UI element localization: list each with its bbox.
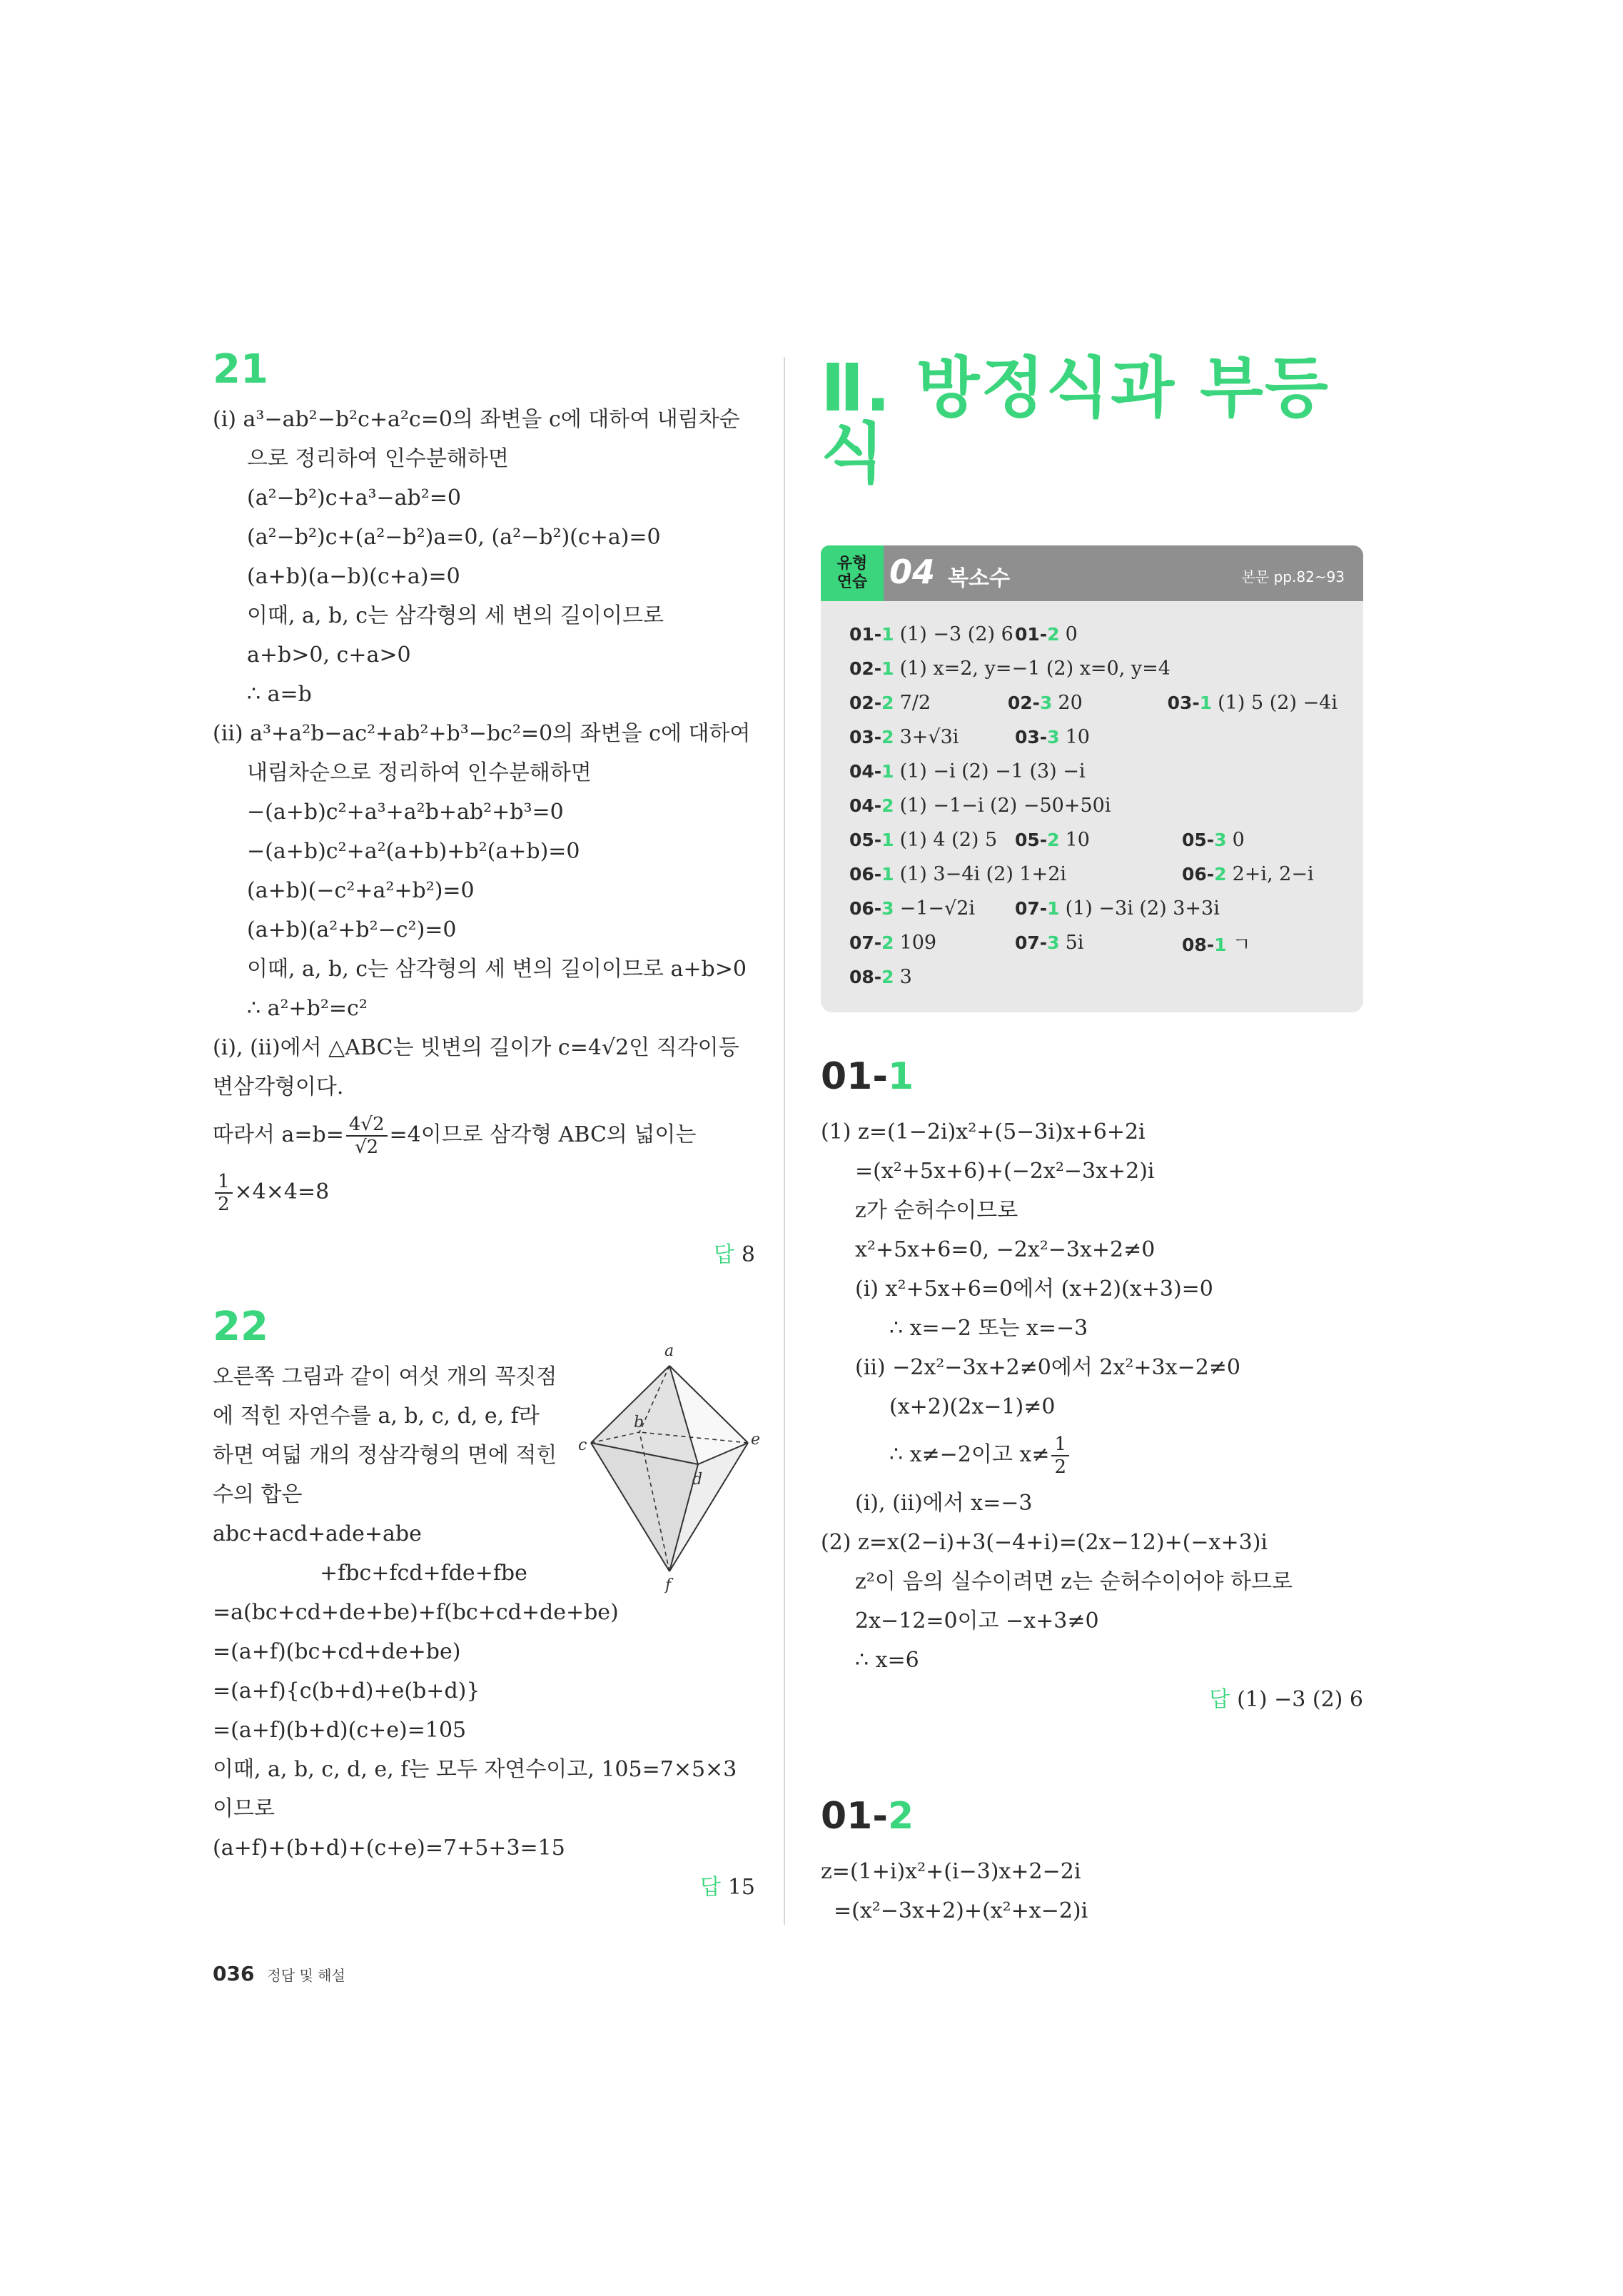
answer-label-sub: 1	[881, 623, 894, 645]
answer-value: (1) −3i (2) 3+3i	[1065, 897, 1220, 920]
s0101-line-3: z가 순허수이므로	[855, 1198, 1018, 1223]
p21-line-4: (a²−b²)c+(a²−b²)a=0, (a²−b²)(c+a)=0	[247, 525, 661, 550]
answer-row	[849, 720, 1338, 754]
answer-cell	[1015, 623, 1182, 645]
s0101-line-7: (ⅱ) −2x²−3x+2≠0에서 2x²+3x−2≠0	[855, 1355, 1241, 1380]
answer-row	[849, 925, 1338, 960]
answer-value: (1) −3 (2) 6	[899, 623, 1013, 645]
answer-label-sub: 2	[881, 795, 894, 816]
s0101-frac-den: 2	[1054, 1456, 1067, 1478]
badge-top-text: 유형	[836, 555, 868, 573]
vertex-label-d: d	[692, 1471, 703, 1489]
answer-label-main: 03-	[849, 726, 882, 747]
answer-cell	[849, 794, 1111, 817]
s0101-line-1: (1) z=(1−2i)x²+(5−3i)x+6+2i	[821, 1119, 1146, 1144]
p21-area-num: 4√2	[346, 1115, 388, 1137]
quick-answers-box	[821, 601, 1363, 1012]
answer-value: (1) 5 (2) −4i	[1218, 691, 1338, 714]
answer-label-main: 05-	[1182, 829, 1215, 850]
answer-label	[1008, 693, 1053, 713]
p21-line-3: (a²−b²)c+a³−ab²=0	[247, 485, 462, 510]
answer-label-main: 02-	[849, 692, 882, 713]
answer-label	[1182, 935, 1227, 955]
answer-label-sub: 1	[1047, 897, 1060, 919]
answer-label	[849, 693, 894, 713]
answer-cell	[1015, 726, 1182, 748]
answer-label-main: 05-	[849, 829, 882, 850]
answer-row	[849, 754, 1338, 788]
answer-label-sub: 2	[881, 726, 894, 747]
answer-label-sub: 2	[1047, 829, 1060, 850]
p22-line-2: 에 적힌 자연수를 a, b, c, d, e, f라	[213, 1404, 540, 1429]
answer-cell	[849, 932, 1015, 954]
p22-line-9: =(a+f){c(b+d)+e(b+d)}	[213, 1678, 480, 1703]
answer-cell	[1182, 929, 1251, 957]
p21-line-9: (ⅱ) a³+a²b−ac²+ab²+b³−bc²=0의 좌변을 c에 대하여	[213, 721, 751, 746]
answer-label	[849, 658, 894, 679]
answer-value: 20	[1058, 691, 1083, 714]
p21-area-suffix: =4이므로 삼각형 ABC의 넓이는	[389, 1122, 697, 1147]
answer-cell	[849, 692, 1008, 714]
p22-line-4: 수의 합은	[213, 1482, 303, 1507]
p22-line-6: +fbc+fcd+fde+fbe	[320, 1561, 527, 1586]
p22-line-13: (a+f)+(b+d)+(c+e)=7+5+3=15	[213, 1836, 565, 1861]
answer-cell	[849, 726, 1015, 748]
answer-label-sub: 3	[1040, 692, 1053, 713]
chapter-title: Ⅱ. 방정식과 부등식	[821, 350, 1330, 492]
problem-number-21: 21	[213, 346, 268, 393]
p21-answer-tag: 답	[713, 1242, 734, 1267]
p21-line-18: 변삼각형이다.	[213, 1074, 344, 1099]
s0101-line-9: (ⅰ), (ⅱ)에서 x=−3	[855, 1491, 1033, 1516]
answer-value: 2+i, 2−i	[1232, 862, 1314, 885]
p22-body	[213, 1342, 761, 1907]
answer-value: 7/2	[899, 691, 931, 714]
answer-label-sub: 2	[881, 932, 894, 953]
answer-cell	[1008, 692, 1168, 714]
p21-line-5: (a+b)(a−b)(c+a)=0	[247, 564, 460, 589]
p21-half-num: 1	[215, 1172, 233, 1194]
s0102-line-1: z=(1+i)x²+(i−3)x+2−2i	[821, 1859, 1081, 1884]
solution-title-main: 01-	[821, 1795, 888, 1838]
answer-value: 10	[1065, 725, 1090, 748]
vertex-label-a: a	[664, 1342, 674, 1360]
answer-value: 10	[1065, 828, 1090, 851]
page-number: 036	[213, 1962, 255, 1985]
s0101-answer-value: (1) −3 (2) 6	[1237, 1687, 1363, 1712]
p21-half-suffix: ×4×4=8	[234, 1179, 330, 1204]
p21-line-13: (a+b)(−c²+a²+b²)=0	[247, 878, 475, 903]
p21-half-line	[213, 1164, 755, 1221]
badge-bottom-text: 연습	[836, 573, 868, 591]
problem-22	[213, 1304, 761, 1907]
solution-title-01-1	[821, 1055, 1363, 1098]
p21-answer-value: 8	[741, 1242, 755, 1267]
p21-line-15: 이때, a, b, c는 삼각형의 세 변의 길이이므로 a+b>0	[247, 957, 747, 982]
answer-cell	[1015, 932, 1182, 954]
answer-label-main: 06-	[1182, 863, 1215, 885]
p22-answer	[213, 1868, 755, 1907]
answer-value: 5i	[1065, 931, 1084, 954]
answer-row	[849, 857, 1338, 891]
s0101-answer-tag: 답	[1209, 1687, 1230, 1712]
right-column	[821, 350, 1363, 1930]
p21-half-fraction	[215, 1172, 233, 1214]
answer-label	[1182, 864, 1227, 885]
answer-label-sub: 1	[1199, 692, 1213, 713]
p22-line-11: 이때, a, b, c, d, e, f는 모두 자연수이고, 105=7×5×3	[213, 1757, 737, 1782]
answer-label	[1182, 830, 1227, 850]
answer-label-sub: 1	[1214, 934, 1227, 955]
p22-line-12: 이므로	[213, 1796, 275, 1821]
answer-label-main: 07-	[849, 932, 882, 953]
s0101-line-4: x²+5x+6=0, −2x²−3x+2≠0	[855, 1237, 1156, 1262]
answer-label-main: 05-	[1015, 829, 1048, 850]
solution-01-1	[821, 1055, 1363, 1719]
answer-value: 0	[1232, 828, 1245, 851]
s0101-line-8: (x+2)(2x−1)≠0	[889, 1394, 1056, 1419]
answer-value: (1) −1−i (2) −50+50i	[899, 794, 1111, 817]
answer-label-sub: 1	[881, 760, 894, 782]
page-reference: 본문 pp.82~93	[1241, 568, 1345, 585]
answer-label-sub: 3	[1047, 726, 1060, 747]
solution-title-01-2	[821, 1795, 1363, 1838]
s0101-answer	[821, 1680, 1363, 1719]
answer-label-sub: 2	[1214, 863, 1227, 885]
answer-label-main: 07-	[1015, 897, 1048, 919]
answer-value: (1) 3−4i (2) 1+2i	[899, 862, 1067, 885]
p21-area-line	[213, 1107, 755, 1164]
answer-value: 3	[899, 965, 912, 988]
answer-value: (1) −i (2) −1 (3) −i	[899, 760, 1086, 782]
p21-line-2: 으로 정리하여 인수분해하면	[247, 446, 509, 471]
answer-cell	[849, 897, 1015, 920]
octahedron-figure	[578, 1342, 761, 1594]
answer-row	[849, 685, 1338, 720]
s0102-line-2: =(x²−3x+2)+(x²+x−2)i	[834, 1898, 1088, 1923]
s0101-line-2: =(x²+5x+6)+(−2x²−3x+2)i	[855, 1159, 1155, 1184]
answer-label-main: 01-	[849, 623, 882, 645]
answer-value: 109	[899, 931, 937, 954]
answer-label	[1015, 830, 1060, 850]
vertex-label-b: b	[634, 1414, 644, 1431]
p22-line-7: =a(bc+cd+de+be)+f(bc+cd+de+be)	[213, 1600, 619, 1625]
answer-label-main: 04-	[849, 795, 882, 816]
answer-label-main: 01-	[1015, 623, 1048, 645]
s0101-line-13: ∴ x=6	[855, 1648, 919, 1673]
s0101-frac-num: 1	[1051, 1435, 1069, 1456]
answer-label-sub: 2	[881, 966, 894, 987]
answer-label-main: 07-	[1015, 932, 1048, 953]
answer-label-main: 06-	[849, 897, 882, 919]
p22-line-10: =(a+f)(b+d)(c+e)=105	[213, 1718, 467, 1743]
answer-label	[849, 898, 894, 919]
p21-line-11: −(a+b)c²+a³+a²b+ab²+b³=0	[247, 800, 564, 825]
answer-row	[849, 651, 1338, 685]
p22-answer-value: 15	[727, 1875, 755, 1900]
answer-label	[849, 932, 894, 953]
answer-label	[849, 727, 894, 747]
p21-answer	[213, 1235, 755, 1274]
answer-label-main: 02-	[1007, 692, 1040, 713]
answer-label-sub: 3	[881, 897, 894, 919]
answer-label	[849, 830, 894, 850]
problem-number-22: 22	[213, 1304, 268, 1350]
answer-label	[849, 795, 894, 816]
answer-label	[1015, 727, 1060, 747]
vertex-label-e: e	[751, 1431, 761, 1449]
answer-cell	[1182, 863, 1314, 885]
s0101-line-5: (ⅰ) x²+5x+6=0에서 (x+2)(x+3)=0	[855, 1277, 1213, 1301]
answer-label-sub: 3	[1047, 932, 1060, 953]
type-practice-header	[821, 545, 1363, 601]
answer-row	[849, 822, 1338, 857]
p22-answer-tag: 답	[699, 1875, 721, 1900]
answer-row	[849, 617, 1338, 651]
answer-label	[849, 864, 894, 885]
answer-label-sub: 2	[1047, 623, 1060, 645]
answer-label-main: 03-	[1015, 726, 1048, 747]
answer-cell	[849, 760, 1086, 782]
answer-label	[849, 761, 894, 782]
answer-row	[849, 891, 1338, 925]
answer-cell	[1182, 829, 1245, 851]
s0101-fraction	[1051, 1435, 1069, 1476]
p21-line-8: ∴ a=b	[247, 682, 312, 707]
answer-cell	[849, 829, 1015, 851]
answer-label	[1015, 932, 1060, 953]
answer-label-sub: 1	[881, 863, 894, 885]
answer-label-main: 08-	[849, 966, 882, 987]
answer-value: (1) x=2, y=−1 (2) x=0, y=4	[899, 657, 1171, 680]
s0101-frac-prefix: ∴ x≠−2이고 x≠	[889, 1442, 1050, 1467]
p21-line-16: ∴ a²+b²=c²	[247, 996, 368, 1021]
answer-value: ㄱ	[1232, 933, 1251, 956]
answer-label-main: 06-	[849, 863, 882, 885]
answer-label-main: 02-	[849, 658, 882, 679]
p22-line-8: =(a+f)(bc+cd+de+be)	[213, 1639, 461, 1664]
column-divider	[784, 357, 785, 1925]
answer-cell	[1015, 829, 1182, 851]
answer-label-main: 03-	[1167, 692, 1200, 713]
answer-value: −1−√2i	[899, 897, 976, 920]
p21-area-fraction	[346, 1115, 388, 1157]
p21-line-6: 이때, a, b, c는 삼각형의 세 변의 길이이므로	[247, 603, 664, 628]
left-column	[213, 346, 761, 1907]
answer-label	[849, 967, 894, 987]
answer-value: 0	[1065, 623, 1078, 645]
p21-line-7: a+b>0, c+a>0	[247, 643, 411, 668]
answer-cell	[1168, 692, 1338, 714]
p21-line-10: 내림차순으로 정리하여 인수분해하면	[247, 760, 592, 785]
vertex-label-f: f	[665, 1576, 672, 1594]
footer-label: 정답 및 해설	[267, 1967, 345, 1984]
type-name: 복소수	[948, 566, 1010, 591]
answer-label-sub: 3	[1214, 829, 1227, 850]
p21-line-17: (ⅰ), (ⅱ)에서 △ABC는 빗변의 길이가 c=4√2인 직각이등	[213, 1035, 739, 1060]
answer-value: 3+√3i	[899, 725, 959, 748]
answer-value: (1) 4 (2) 5	[899, 828, 998, 851]
type-number: 04	[889, 553, 936, 591]
p22-line-5: abc+acd+ade+abe	[213, 1521, 422, 1546]
solution-title-sub: 2	[887, 1795, 914, 1838]
p21-line-12: −(a+b)c²+a²(a+b)+b²(a+b)=0	[247, 839, 580, 864]
type-practice-badge	[821, 545, 884, 601]
answer-label	[1015, 624, 1060, 645]
answer-cell	[849, 623, 1015, 645]
page-footer	[213, 1962, 345, 1985]
answer-label-sub: 1	[881, 658, 894, 679]
p21-line-14: (a+b)(a²+b²−c²)=0	[247, 917, 457, 942]
p22-line-3: 하면 여덟 개의 정삼각형의 면에 적힌	[213, 1443, 557, 1468]
answer-row	[849, 960, 1338, 994]
p22-line-1: 오른쪽 그림과 같이 여섯 개의 꼭짓점	[213, 1364, 557, 1389]
answer-cell	[1015, 897, 1220, 920]
answer-label-main: 04-	[849, 760, 882, 782]
answer-cell	[849, 657, 1171, 680]
answer-label	[849, 624, 894, 645]
solution-01-2	[821, 1795, 1363, 1930]
problem-21	[213, 346, 755, 1274]
s0101-line-12: 2x−12=0이고 −x+3≠0	[855, 1608, 1099, 1633]
answer-row	[849, 788, 1338, 822]
answer-label-sub: 1	[881, 829, 894, 850]
p21-area-den: √2	[355, 1137, 379, 1158]
answer-label	[1015, 898, 1060, 919]
s0101-line-10: (2) z=x(2−i)+3(−4+i)=(2x−12)+(−x+3)i	[821, 1530, 1268, 1555]
answer-label-sub: 2	[881, 692, 894, 713]
answer-cell	[849, 862, 1067, 885]
s0101-line-6: ∴ x=−2 또는 x=−3	[889, 1316, 1088, 1341]
p21-area-prefix: 따라서 a=b=	[213, 1122, 344, 1147]
vertex-label-c: c	[578, 1436, 587, 1454]
p21-line-1: (ⅰ) a³−ab²−b²c+a²c=0의 좌변을 c에 대하여 내림차순	[213, 407, 740, 432]
s0101-line-11: z²이 음의 실수이려면 z는 순허수이어야 하므로	[855, 1569, 1293, 1594]
answer-cell	[849, 966, 1015, 988]
solution-title-main: 01-	[821, 1055, 888, 1098]
answer-label	[1168, 693, 1213, 713]
solution-title-sub: 1	[887, 1055, 914, 1098]
p21-half-den: 2	[218, 1194, 230, 1215]
answer-label-main: 08-	[1182, 934, 1215, 955]
s0101-frac-line	[821, 1426, 1363, 1484]
